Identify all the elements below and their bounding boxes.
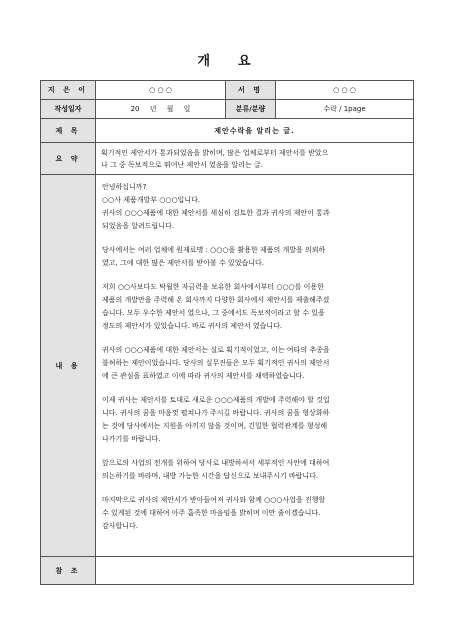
body-line: 제품의 개발만을 주력해 온 회사까지 다양한 회사에서 제안서를 제출해주셨 (102, 296, 330, 304)
signature-label: 서 명 (226, 81, 276, 100)
body-line: 안녕하십니까? (102, 183, 147, 191)
body-row (41, 175, 414, 557)
summary-line: 나 그 중 독보적으로 뛰어난 제안서 였음을 알리는 글. (101, 160, 264, 169)
body-line: 는 것에 당사에서는 지원을 아끼지 않을 것이며, 긴밀한 협력관계를 형성해 (102, 422, 328, 430)
body-content (96, 175, 414, 557)
body-paragraph (102, 344, 407, 383)
body-line: 수 있게된 것에 대하여 아주 흡족한 마음임을 밝히며 이만 줄이겠습니다. (102, 509, 321, 517)
body-line: 의논하기를 바라며, 내방 가능한 시간을 답신으로 보내주시기 바랍니다. (102, 472, 319, 480)
date-value: 20 년 월 일 (96, 100, 226, 119)
body-line: 저희 ○○사보다도 탁월한 자금력을 보유한 회사에서부터 ○○○를 이용한 (102, 283, 324, 291)
signature-value: ○ ○ ○ (276, 81, 414, 100)
body-line: 이제 귀사는 제안서를 토대로 새로운 ○○○제품의 개발에 주력해야 할 것입 (102, 396, 330, 404)
body-line: 나가기를 바랍니다. (102, 435, 161, 443)
body-line: 였고, 그에 대한 많은 제안서를 받아볼 수 있었습니다. (102, 259, 265, 267)
category-label: 분류/분량 (226, 100, 276, 119)
date-label: 작성일자 (41, 100, 96, 119)
reference-label: 참 조 (41, 557, 96, 585)
author-label: 지 은 이 (41, 81, 96, 100)
summary-row (41, 143, 414, 175)
body-line: 니다. 귀사의 꿈을 마음껏 펼쳐나가 주시길 바랍니다. 귀사의 꿈을 형상화하 (102, 409, 330, 417)
body-line: 불허하는 제안이었습니다. 당사의 실무진들은 모두 획기적인 귀사의 제안서 (102, 359, 330, 367)
body-paragraph (102, 494, 407, 533)
category-value: 수락 / 1page (276, 100, 414, 119)
body-line: 귀사의 ○○○제품에 대한 제안서는 실로 획기적이었고, 이는 여타의 추종을 (102, 346, 330, 354)
body-paragraph (102, 244, 407, 270)
body-line: 감사합니다. (102, 522, 139, 530)
body-label: 내 용 (41, 175, 96, 557)
summary-text (96, 143, 414, 175)
body-paragraph (102, 281, 407, 333)
document-title (0, 50, 450, 69)
body-line: 습니다. 모두 우수한 제안서 였으나, 그 중에서도 독보적이라고 할 수 있을 (102, 309, 325, 317)
title-char-1: 개 (197, 54, 212, 69)
overview-form (40, 80, 414, 585)
body-line: 당사에서는 여러 업체에 원재료명 : ○○○을 활용한 제품의 개발을 의뢰하 (102, 246, 326, 254)
body-line: 앞으로의 사업의 전개를 위하여 당사로 내방하셔서 세부적인 사안에 대하여 (102, 459, 330, 467)
subject-row (41, 119, 414, 143)
body-paragraph (102, 457, 407, 483)
subject-value: 제안수락을 알리는 글. (96, 119, 414, 143)
reference-value (96, 557, 414, 585)
body-line: ○○사 제품개발부 ○○○입니다. (102, 196, 201, 204)
summary-line: 획기적인 제안서가 통과되었음을 밝히며, 많은 업체로부터 제안서를 받았으 (101, 148, 329, 157)
summary-label: 요 약 (41, 143, 96, 175)
date-row (41, 100, 414, 119)
body-line: 마지막으로 귀사의 제안서가 받아들여져 귀사와 함께 ○○○사업을 진행할 (102, 496, 326, 504)
body-line: 되었음을 알려드립니다. (102, 222, 175, 230)
body-line: 정도의 제안서가 있었습니다. 바로 귀사의 제안서 였습니다. (102, 322, 283, 330)
title-char-2: 요 (238, 54, 253, 69)
body-paragraph (102, 181, 407, 233)
reference-row (41, 557, 414, 585)
author-value: ○ ○ ○ (96, 81, 226, 100)
body-line: 귀사의 ○○○제품에 대한 제안서를 세심히 검토한 결과 귀사의 제안이 통과 (102, 209, 330, 217)
body-paragraph (102, 394, 407, 446)
subject-label: 제 목 (41, 119, 96, 143)
body-line: 에 큰 관심을 표하였고 이에 따라 귀사의 제안서를 채택하였습니다. (102, 372, 305, 380)
author-row (41, 81, 414, 100)
